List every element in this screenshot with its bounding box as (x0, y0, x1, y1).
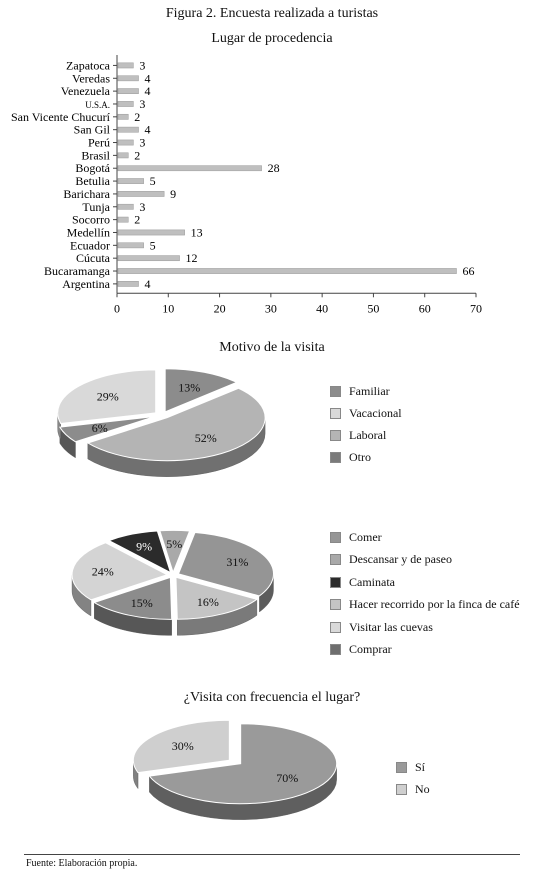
legend-swatch (330, 430, 341, 441)
bar (118, 204, 133, 209)
category-label: Veredas (72, 71, 110, 86)
bar-value-label: 5 (149, 174, 156, 189)
x-tick-label: 30 (264, 301, 277, 315)
pie-slice-label: 70% (276, 770, 299, 785)
bar (118, 114, 128, 119)
legend-swatch (330, 386, 341, 397)
pie-slice-label: 52% (194, 431, 217, 446)
pie1-title: Motivo de la visita (219, 340, 325, 355)
bar (118, 166, 262, 171)
bar (118, 89, 139, 94)
category-label: Medellín (66, 225, 110, 240)
x-tick-label: 10 (162, 301, 175, 315)
bar (118, 217, 128, 222)
legend-item (330, 530, 520, 544)
legend-swatch (330, 622, 341, 633)
legend-label: Otro (349, 449, 371, 464)
legend-label: Visitar las cuevas (349, 619, 433, 634)
legend-swatch (330, 554, 341, 565)
legend-item (330, 450, 402, 464)
category-label: Socorro (72, 212, 110, 227)
bar (118, 178, 144, 183)
bar-value-label: 3 (139, 58, 146, 73)
bar (118, 76, 139, 81)
bar (118, 191, 164, 196)
bar (118, 243, 144, 248)
pie-chart-actividades (55, 525, 305, 655)
x-tick-label: 70 (470, 301, 482, 315)
pie1-legend (330, 384, 402, 472)
legend-item (330, 553, 520, 567)
legend-item (330, 384, 402, 398)
legend-item (330, 620, 520, 634)
pie3-legend (396, 760, 430, 804)
bar (118, 268, 456, 273)
category-label: Venezuela (60, 84, 110, 99)
legend-label: Caminata (349, 574, 395, 589)
x-tick-label: 0 (114, 301, 120, 315)
bar (118, 63, 133, 68)
bar-value-label: 3 (139, 135, 146, 150)
legend-swatch (396, 784, 407, 795)
bar-value-label: 9 (170, 186, 177, 201)
category-label: Bogotá (75, 161, 110, 176)
legend-swatch (396, 762, 407, 773)
bar-value-label: 28 (267, 161, 280, 176)
pie-slice-label: 15% (130, 596, 153, 610)
legend-label: Comprar (349, 642, 392, 656)
pie-slice-label: 30% (171, 739, 194, 754)
legend-label: No (415, 781, 430, 796)
bar-value-label: 4 (144, 71, 151, 86)
bar (118, 140, 133, 145)
bar-chart (0, 50, 544, 315)
pie-slice-label: 5% (166, 536, 183, 551)
pie-slice-label: 6% (91, 420, 108, 435)
legend-item (330, 598, 520, 612)
pie-slice-label: 31% (226, 555, 249, 570)
bar-value-label: 2 (134, 109, 141, 124)
category-label: Brasil (81, 148, 110, 163)
legend-label: Familiar (349, 383, 390, 398)
x-tick-label: 50 (367, 301, 380, 315)
category-label: San Vicente Chucurí (10, 109, 110, 124)
category-label: Ecuador (70, 238, 110, 253)
legend-label: Laboral (349, 427, 387, 442)
footer-source: Fuente: Elaboración propia. (26, 858, 138, 869)
legend-swatch (330, 577, 341, 588)
legend-label: Sí (415, 759, 426, 774)
category-label: Tunja (82, 199, 110, 214)
legend-item (330, 406, 402, 420)
bar-value-label: 13 (190, 225, 203, 240)
pie-chart-motivo (40, 362, 290, 492)
legend-label: Comer (349, 529, 382, 544)
bar (118, 281, 139, 286)
legend-swatch (330, 532, 341, 543)
bar-chart-title: Lugar de procedencia (211, 31, 333, 46)
bar-value-label: 3 (139, 199, 146, 214)
legend-item (396, 760, 430, 774)
x-tick-label: 60 (418, 301, 431, 315)
legend-label: Hacer recorrido por la finca de café (349, 597, 520, 611)
bar (118, 153, 128, 158)
pie-chart-frecuencia (125, 718, 375, 838)
legend-swatch (330, 644, 341, 655)
category-label: Zapatoca (66, 58, 110, 73)
legend-label: Vacacional (349, 405, 402, 420)
category-label: Argentina (62, 276, 110, 291)
category-label: Barichara (63, 186, 110, 201)
pie-slice-label: 16% (196, 595, 219, 610)
bar-value-label: 3 (139, 96, 146, 111)
category-label: Betulia (75, 174, 110, 189)
category-label: Perú (88, 135, 110, 150)
bar-value-label: 5 (149, 238, 156, 253)
bar-value-label: 66 (462, 264, 475, 279)
pie3-title: ¿Visita con frecuencia el lugar? (183, 690, 361, 705)
pie-slice-label: 9% (136, 539, 153, 554)
pie2-legend (330, 530, 520, 665)
bar-value-label: 2 (134, 212, 141, 227)
legend-swatch (330, 452, 341, 463)
legend-item (396, 782, 430, 796)
legend-swatch (330, 408, 341, 419)
bar-value-label: 2 (134, 148, 141, 163)
legend-item (330, 643, 520, 657)
category-label: San Gil (73, 122, 110, 137)
bar-value-label: 4 (144, 276, 151, 291)
legend-label: Descansar y de paseo (349, 552, 452, 566)
bar (118, 256, 180, 261)
bar-value-label: 4 (144, 84, 151, 99)
bar (118, 230, 185, 235)
x-tick-label: 40 (316, 301, 329, 315)
bar-value-label: 12 (185, 251, 198, 266)
x-tick-label: 20 (213, 301, 226, 315)
bar (118, 101, 133, 106)
category-label: U.S.A. (85, 99, 110, 110)
pie-slice-label: 13% (178, 380, 201, 395)
footer-divider (24, 854, 520, 855)
category-label: Cúcuta (76, 251, 110, 266)
legend-item (330, 575, 520, 589)
legend-swatch (330, 599, 341, 610)
legend-item (330, 428, 402, 442)
figure-title: Figura 2. Encuesta realizada a turistas (165, 6, 379, 21)
pie-slice-label: 29% (96, 389, 119, 404)
category-label: Bucaramanga (44, 264, 110, 279)
bar-value-label: 4 (144, 122, 151, 137)
bar (118, 127, 139, 132)
pie-slice-label: 24% (91, 564, 114, 579)
